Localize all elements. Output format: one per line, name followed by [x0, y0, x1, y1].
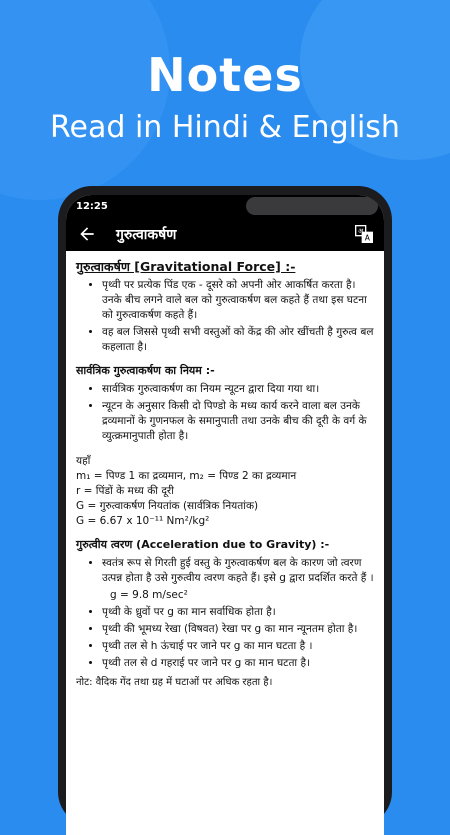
status-bar	[66, 195, 384, 217]
promo-subtitle: Read in Hindi & English	[50, 110, 400, 145]
back-button[interactable]	[74, 221, 100, 247]
status-time: 12:25	[76, 200, 108, 212]
where-label: यहाँ	[76, 455, 91, 467]
back-arrow-icon	[77, 224, 97, 244]
phone-frame	[58, 186, 392, 826]
list-item: • वह बल जिससे पृथ्वी सभी वस्तुओं को केंद्र की ओर खींचती है गुरुत्व बल कहलाता है।	[102, 325, 374, 355]
g-value: g = 9.8 m/sec²	[110, 589, 188, 601]
accel-title: गुरुत्वीय त्वरण (Acceleration due to Gravity) :-	[76, 538, 330, 551]
phone-screen	[66, 195, 384, 835]
list-item: • सार्वत्रिक गुरुत्वाकर्षण का नियम न्यूटन द्वारा दिया गया था।	[102, 382, 374, 397]
definitions	[76, 454, 374, 529]
list-item: • पृथ्वी के ध्रुवों पर g का मान सर्वाधिक होता है।	[102, 605, 374, 620]
intro-list	[76, 278, 374, 355]
list-item: • पृथ्वी तल से h ऊंचाई पर जाने पर g का मान घटता है ।	[102, 639, 374, 654]
def-line: G = गुरुत्वाकर्षण नियतांक (सार्वत्रिक नियतांक)	[76, 500, 259, 512]
def-line: r = पिंडों के मध्य की दूरी	[76, 485, 174, 497]
list-item: • पृथ्वी पर प्रत्येक पिंड एक - दूसरे को अपनी ओर आकर्षित करता है। उनके बीच लगने वाले बल को गुरुत्वाकर्षण बल कहते हैं तथा इस घटना को गुरुत्वाकर्षण कहते हैं।	[102, 278, 374, 323]
app-bar	[66, 217, 384, 251]
note-line: नोट: वैदिक गेंद तथा ग्रह में घटाओं पर अधिक रहता है।	[76, 677, 273, 688]
list-item: • पृथ्वी की भूमध्य रेखा (विषवत) रेखा पर g का मान न्यूनतम होता है।	[102, 622, 374, 637]
overlay-pill	[246, 197, 378, 215]
list-item: • पृथ्वी तल से d गहराई पर जाने पर g का मान घटता है।	[102, 656, 374, 671]
translate-button[interactable]	[352, 222, 376, 246]
accel-list	[76, 556, 374, 586]
accel-list-2	[76, 605, 374, 671]
svg-text:A: A	[364, 233, 370, 243]
law-title: सार्वत्रिक गुरुत्वाकर्षण का नियम :-	[76, 364, 215, 377]
def-line: m₁ = पिण्ड 1 का द्रव्यमान, m₂ = पिण्ड 2 का द्रव्यमान	[76, 470, 297, 482]
law-list	[76, 382, 374, 444]
section-heading: गुरुत्वाकर्षण [Gravitational Force] :-	[76, 259, 296, 274]
promo-title: Notes	[147, 48, 303, 102]
list-item: • न्यूटन के अनुसार किसी दो पिण्डो के मध्य कार्य करने वाला बल उनके द्रव्यमानों के गुणनफल के समानुपाती तथा उनके बीच की दूरी के वर्ग के व्युत्क्रमानुपाती होता है।	[102, 399, 374, 444]
def-line: G = 6.67 x 10⁻¹¹ Nm²/kg²	[76, 515, 210, 527]
svg-text:अ: अ	[358, 227, 364, 236]
notes-content	[66, 251, 384, 690]
translate-icon	[354, 224, 374, 244]
list-item: • स्वतंत्र रूप से गिरती हुई वस्तु के गुरुत्वाकर्षण बल के कारण जो त्वरण उत्पन्न होता है उसे गुरुत्वीय त्वरण कहते हैं। इसे g द्वारा प्रदर्शित करते हैं ।	[102, 556, 374, 586]
app-title: गुरुत्वाकर्षण	[116, 226, 177, 243]
